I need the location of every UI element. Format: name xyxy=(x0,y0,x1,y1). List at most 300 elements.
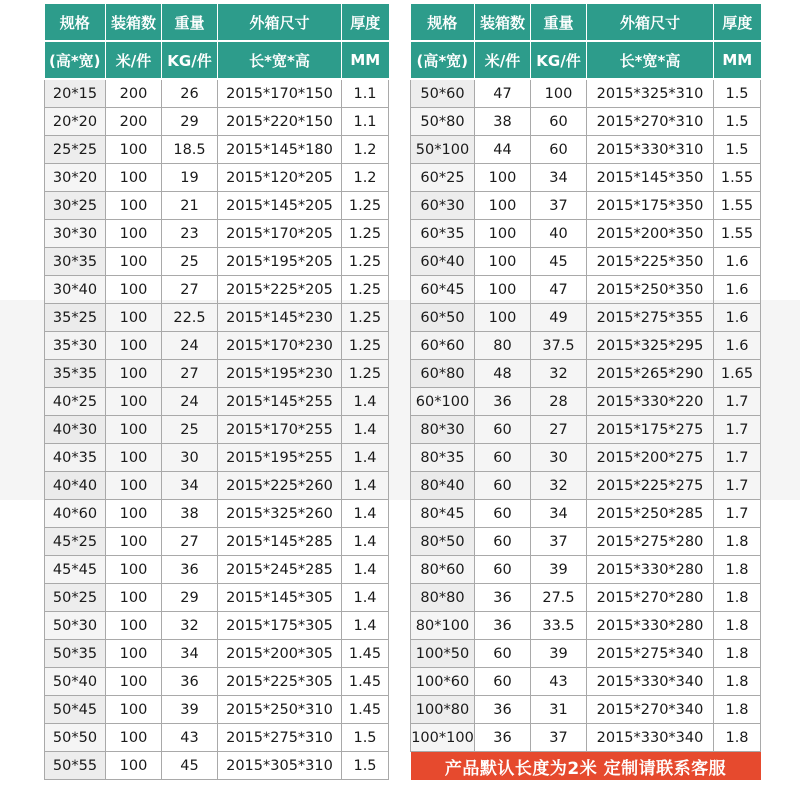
table-row xyxy=(411,248,761,276)
cell-pack-count: 36 xyxy=(475,388,531,416)
cell-weight: 43 xyxy=(162,724,218,752)
cell-box-size: 2015*245*285 xyxy=(218,556,342,584)
cell-box-size: 2015*145*205 xyxy=(218,192,342,220)
cell-thickness: 1.25 xyxy=(342,276,389,304)
cell-box-size: 2015*275*355 xyxy=(587,304,714,332)
cell-thickness: 1.25 xyxy=(342,304,389,332)
cell-pack-count: 36 xyxy=(475,696,531,724)
cell-box-size: 2015*145*305 xyxy=(218,584,342,612)
cell-box-size: 2015*195*255 xyxy=(218,444,342,472)
cell-thickness: 1.5 xyxy=(714,79,761,108)
cell-spec: 80*60 xyxy=(411,556,475,584)
cell-spec: 20*20 xyxy=(45,108,106,136)
cell-box-size: 2015*225*305 xyxy=(218,668,342,696)
spec-table-left xyxy=(44,4,389,780)
header-box-size: 外箱尺寸 xyxy=(218,4,342,41)
table-row xyxy=(45,612,389,640)
cell-spec: 30*20 xyxy=(45,164,106,192)
cell-pack-count: 200 xyxy=(106,108,162,136)
cell-weight: 100 xyxy=(531,79,587,108)
footer-note: 产品默认长度为2米 定制请联系客服 xyxy=(411,752,761,781)
header-row-units xyxy=(45,41,389,79)
cell-thickness: 1.45 xyxy=(342,668,389,696)
cell-thickness: 1.2 xyxy=(342,136,389,164)
cell-thickness: 1.8 xyxy=(714,612,761,640)
cell-box-size: 2015*330*220 xyxy=(587,388,714,416)
cell-weight: 22.5 xyxy=(162,304,218,332)
cell-thickness: 1.4 xyxy=(342,612,389,640)
header-thickness-unit: MM xyxy=(342,41,389,79)
cell-thickness: 1.7 xyxy=(714,472,761,500)
table-row xyxy=(45,79,389,108)
cell-pack-count: 47 xyxy=(475,79,531,108)
table-row xyxy=(45,696,389,724)
cell-thickness: 1.1 xyxy=(342,108,389,136)
cell-box-size: 2015*325*260 xyxy=(218,500,342,528)
cell-weight: 40 xyxy=(531,220,587,248)
cell-spec: 50*40 xyxy=(45,668,106,696)
cell-spec: 30*30 xyxy=(45,220,106,248)
cell-spec: 100*80 xyxy=(411,696,475,724)
table-row xyxy=(45,276,389,304)
header-weight: 重量 xyxy=(162,4,218,41)
cell-box-size: 2015*330*280 xyxy=(587,556,714,584)
cell-box-size: 2015*145*285 xyxy=(218,528,342,556)
cell-spec: 20*15 xyxy=(45,79,106,108)
cell-box-size: 2015*270*280 xyxy=(587,584,714,612)
cell-box-size: 2015*120*205 xyxy=(218,164,342,192)
cell-spec: 25*25 xyxy=(45,136,106,164)
cell-box-size: 2015*225*205 xyxy=(218,276,342,304)
cell-box-size: 2015*250*285 xyxy=(587,500,714,528)
cell-pack-count: 100 xyxy=(106,500,162,528)
cell-thickness: 1.5 xyxy=(714,136,761,164)
cell-pack-count: 60 xyxy=(475,416,531,444)
cell-spec: 60*45 xyxy=(411,276,475,304)
cell-spec: 50*35 xyxy=(45,640,106,668)
cell-pack-count: 100 xyxy=(475,164,531,192)
cell-box-size: 2015*225*350 xyxy=(587,248,714,276)
cell-weight: 29 xyxy=(162,584,218,612)
table-row xyxy=(411,136,761,164)
cell-spec: 40*40 xyxy=(45,472,106,500)
cell-thickness: 1.4 xyxy=(342,584,389,612)
cell-thickness: 1.4 xyxy=(342,388,389,416)
table-row xyxy=(411,612,761,640)
cell-box-size: 2015*195*205 xyxy=(218,248,342,276)
header-pack-count-unit: 米/件 xyxy=(475,41,531,79)
cell-weight: 27 xyxy=(162,528,218,556)
table-row xyxy=(411,444,761,472)
header-row-units xyxy=(411,41,761,79)
cell-pack-count: 38 xyxy=(475,108,531,136)
cell-pack-count: 100 xyxy=(106,220,162,248)
cell-box-size: 2015*195*230 xyxy=(218,360,342,388)
cell-box-size: 2015*330*340 xyxy=(587,724,714,752)
cell-weight: 34 xyxy=(531,164,587,192)
table-row xyxy=(411,304,761,332)
cell-box-size: 2015*275*310 xyxy=(218,724,342,752)
cell-weight: 34 xyxy=(162,472,218,500)
cell-thickness: 1.7 xyxy=(714,500,761,528)
cell-weight: 45 xyxy=(162,752,218,780)
cell-pack-count: 60 xyxy=(475,444,531,472)
cell-pack-count: 100 xyxy=(106,136,162,164)
cell-thickness: 1.7 xyxy=(714,444,761,472)
table-header xyxy=(45,4,389,79)
cell-spec: 50*100 xyxy=(411,136,475,164)
cell-weight: 36 xyxy=(162,556,218,584)
cell-spec: 60*80 xyxy=(411,360,475,388)
cell-weight: 37 xyxy=(531,528,587,556)
cell-weight: 29 xyxy=(162,108,218,136)
cell-spec: 50*45 xyxy=(45,696,106,724)
cell-weight: 34 xyxy=(162,640,218,668)
cell-spec: 35*35 xyxy=(45,360,106,388)
cell-box-size: 2015*225*275 xyxy=(587,472,714,500)
cell-spec: 50*50 xyxy=(45,724,106,752)
cell-thickness: 1.25 xyxy=(342,248,389,276)
table-row xyxy=(45,416,389,444)
cell-weight: 25 xyxy=(162,416,218,444)
header-pack-count: 装箱数 xyxy=(475,4,531,41)
header-thickness-unit: MM xyxy=(714,41,761,79)
table-row xyxy=(45,108,389,136)
cell-thickness: 1.65 xyxy=(714,360,761,388)
table-row xyxy=(45,584,389,612)
cell-pack-count: 100 xyxy=(475,192,531,220)
cell-pack-count: 100 xyxy=(106,248,162,276)
cell-box-size: 2015*145*255 xyxy=(218,388,342,416)
header-spec-unit: (高*宽) xyxy=(411,41,475,79)
cell-weight: 37 xyxy=(531,192,587,220)
cell-weight: 43 xyxy=(531,668,587,696)
table-header xyxy=(411,4,761,79)
cell-box-size: 2015*175*350 xyxy=(587,192,714,220)
table-row xyxy=(411,164,761,192)
cell-spec: 30*40 xyxy=(45,276,106,304)
cell-box-size: 2015*175*305 xyxy=(218,612,342,640)
cell-pack-count: 100 xyxy=(106,668,162,696)
cell-pack-count: 100 xyxy=(106,528,162,556)
table-row xyxy=(45,724,389,752)
cell-thickness: 1.5 xyxy=(342,752,389,780)
cell-spec: 40*30 xyxy=(45,416,106,444)
table-row xyxy=(411,500,761,528)
cell-spec: 60*35 xyxy=(411,220,475,248)
header-box-size: 外箱尺寸 xyxy=(587,4,714,41)
cell-thickness: 1.4 xyxy=(342,416,389,444)
table-row xyxy=(45,192,389,220)
cell-thickness: 1.5 xyxy=(342,724,389,752)
cell-weight: 37 xyxy=(531,724,587,752)
cell-pack-count: 100 xyxy=(106,696,162,724)
table-row xyxy=(411,79,761,108)
header-row-top xyxy=(45,4,389,41)
cell-pack-count: 100 xyxy=(475,276,531,304)
cell-pack-count: 60 xyxy=(475,500,531,528)
cell-pack-count: 100 xyxy=(106,332,162,360)
table-row xyxy=(45,556,389,584)
cell-weight: 23 xyxy=(162,220,218,248)
cell-thickness: 1.4 xyxy=(342,444,389,472)
cell-box-size: 2015*170*205 xyxy=(218,220,342,248)
cell-weight: 19 xyxy=(162,164,218,192)
cell-thickness: 1.2 xyxy=(342,164,389,192)
table-row xyxy=(45,248,389,276)
cell-pack-count: 200 xyxy=(106,79,162,108)
cell-pack-count: 36 xyxy=(475,612,531,640)
cell-weight: 24 xyxy=(162,388,218,416)
cell-spec: 100*100 xyxy=(411,724,475,752)
cell-spec: 40*60 xyxy=(45,500,106,528)
header-row-top xyxy=(411,4,761,41)
cell-spec: 80*100 xyxy=(411,612,475,640)
cell-thickness: 1.6 xyxy=(714,248,761,276)
cell-weight: 37.5 xyxy=(531,332,587,360)
cell-spec: 60*60 xyxy=(411,332,475,360)
cell-thickness: 1.7 xyxy=(714,416,761,444)
cell-spec: 45*25 xyxy=(45,528,106,556)
cell-thickness: 1.55 xyxy=(714,192,761,220)
cell-spec: 60*30 xyxy=(411,192,475,220)
spec-table-right xyxy=(410,4,761,780)
cell-pack-count: 36 xyxy=(475,724,531,752)
cell-weight: 39 xyxy=(162,696,218,724)
cell-spec: 60*50 xyxy=(411,304,475,332)
cell-box-size: 2015*330*310 xyxy=(587,136,714,164)
header-pack-count-unit: 米/件 xyxy=(106,41,162,79)
cell-weight: 36 xyxy=(162,668,218,696)
cell-pack-count: 60 xyxy=(475,528,531,556)
header-pack-count: 装箱数 xyxy=(106,4,162,41)
cell-pack-count: 60 xyxy=(475,668,531,696)
cell-thickness: 1.8 xyxy=(714,528,761,556)
cell-spec: 50*25 xyxy=(45,584,106,612)
cell-weight: 32 xyxy=(531,472,587,500)
cell-box-size: 2015*225*260 xyxy=(218,472,342,500)
cell-box-size: 2015*220*150 xyxy=(218,108,342,136)
table-row xyxy=(411,192,761,220)
cell-weight: 28 xyxy=(531,388,587,416)
cell-spec: 30*25 xyxy=(45,192,106,220)
cell-box-size: 2015*145*350 xyxy=(587,164,714,192)
cell-thickness: 1.8 xyxy=(714,584,761,612)
table-row xyxy=(45,444,389,472)
header-box-size-unit: 长*宽*高 xyxy=(587,41,714,79)
table-row xyxy=(411,696,761,724)
cell-spec: 50*30 xyxy=(45,612,106,640)
table-row xyxy=(411,472,761,500)
header-weight-unit: KG/件 xyxy=(162,41,218,79)
cell-thickness: 1.25 xyxy=(342,332,389,360)
cell-thickness: 1.4 xyxy=(342,500,389,528)
cell-thickness: 1.8 xyxy=(714,724,761,752)
cell-spec: 80*30 xyxy=(411,416,475,444)
cell-box-size: 2015*270*310 xyxy=(587,108,714,136)
cell-box-size: 2015*275*340 xyxy=(587,640,714,668)
cell-weight: 27 xyxy=(531,416,587,444)
cell-pack-count: 100 xyxy=(106,192,162,220)
cell-spec: 50*55 xyxy=(45,752,106,780)
cell-weight: 33.5 xyxy=(531,612,587,640)
table-body-left xyxy=(45,79,389,780)
cell-weight: 47 xyxy=(531,276,587,304)
cell-thickness: 1.4 xyxy=(342,528,389,556)
table-row xyxy=(45,752,389,780)
header-thickness: 厚度 xyxy=(342,4,389,41)
cell-weight: 25 xyxy=(162,248,218,276)
cell-thickness: 1.8 xyxy=(714,696,761,724)
cell-pack-count: 100 xyxy=(106,416,162,444)
cell-box-size: 2015*145*230 xyxy=(218,304,342,332)
table-row xyxy=(411,276,761,304)
header-thickness: 厚度 xyxy=(714,4,761,41)
cell-pack-count: 60 xyxy=(475,556,531,584)
cell-pack-count: 100 xyxy=(106,752,162,780)
table-row xyxy=(411,360,761,388)
cell-box-size: 2015*170*150 xyxy=(218,79,342,108)
cell-spec: 35*30 xyxy=(45,332,106,360)
cell-weight: 60 xyxy=(531,108,587,136)
cell-spec: 80*35 xyxy=(411,444,475,472)
cell-pack-count: 100 xyxy=(106,556,162,584)
cell-spec: 80*40 xyxy=(411,472,475,500)
table-row xyxy=(411,416,761,444)
cell-box-size: 2015*200*305 xyxy=(218,640,342,668)
header-spec-unit: (高*宽) xyxy=(45,41,106,79)
cell-spec: 100*60 xyxy=(411,668,475,696)
cell-weight: 49 xyxy=(531,304,587,332)
table-row xyxy=(411,640,761,668)
cell-box-size: 2015*270*340 xyxy=(587,696,714,724)
table-row xyxy=(45,360,389,388)
cell-box-size: 2015*170*255 xyxy=(218,416,342,444)
cell-thickness: 1.1 xyxy=(342,79,389,108)
cell-weight: 27.5 xyxy=(531,584,587,612)
cell-pack-count: 100 xyxy=(106,304,162,332)
cell-box-size: 2015*305*310 xyxy=(218,752,342,780)
cell-pack-count: 100 xyxy=(106,640,162,668)
cell-box-size: 2015*330*340 xyxy=(587,668,714,696)
table-row xyxy=(45,668,389,696)
cell-spec: 80*80 xyxy=(411,584,475,612)
cell-thickness: 1.8 xyxy=(714,556,761,584)
cell-pack-count: 100 xyxy=(106,724,162,752)
cell-spec: 30*35 xyxy=(45,248,106,276)
cell-pack-count: 100 xyxy=(475,304,531,332)
cell-weight: 32 xyxy=(531,360,587,388)
cell-spec: 45*45 xyxy=(45,556,106,584)
table-row xyxy=(411,584,761,612)
cell-spec: 40*35 xyxy=(45,444,106,472)
table-row xyxy=(45,304,389,332)
cell-pack-count: 100 xyxy=(106,612,162,640)
cell-box-size: 2015*170*230 xyxy=(218,332,342,360)
cell-weight: 30 xyxy=(162,444,218,472)
table-row xyxy=(45,388,389,416)
table-row xyxy=(411,108,761,136)
header-spec: 规格 xyxy=(45,4,106,41)
cell-box-size: 2015*145*180 xyxy=(218,136,342,164)
cell-box-size: 2015*175*275 xyxy=(587,416,714,444)
cell-box-size: 2015*200*275 xyxy=(587,444,714,472)
cell-pack-count: 60 xyxy=(475,472,531,500)
cell-box-size: 2015*330*280 xyxy=(587,612,714,640)
cell-box-size: 2015*275*280 xyxy=(587,528,714,556)
cell-thickness: 1.55 xyxy=(714,164,761,192)
cell-pack-count: 80 xyxy=(475,332,531,360)
cell-spec: 80*50 xyxy=(411,528,475,556)
table-row xyxy=(45,164,389,192)
cell-spec: 100*50 xyxy=(411,640,475,668)
header-weight-unit: KG/件 xyxy=(531,41,587,79)
cell-weight: 32 xyxy=(162,612,218,640)
cell-spec: 35*25 xyxy=(45,304,106,332)
cell-pack-count: 44 xyxy=(475,136,531,164)
cell-box-size: 2015*250*350 xyxy=(587,276,714,304)
cell-pack-count: 100 xyxy=(106,584,162,612)
cell-thickness: 1.6 xyxy=(714,332,761,360)
footer-note-row xyxy=(411,752,761,781)
cell-thickness: 1.6 xyxy=(714,304,761,332)
cell-spec: 50*60 xyxy=(411,79,475,108)
cell-pack-count: 100 xyxy=(106,360,162,388)
cell-spec: 60*25 xyxy=(411,164,475,192)
cell-pack-count: 100 xyxy=(106,164,162,192)
table-row xyxy=(411,724,761,752)
cell-weight: 60 xyxy=(531,136,587,164)
cell-weight: 34 xyxy=(531,500,587,528)
cell-weight: 39 xyxy=(531,640,587,668)
cell-weight: 39 xyxy=(531,556,587,584)
cell-thickness: 1.4 xyxy=(342,556,389,584)
table-row xyxy=(45,332,389,360)
cell-weight: 45 xyxy=(531,248,587,276)
table-row xyxy=(45,472,389,500)
table-row xyxy=(45,220,389,248)
cell-spec: 60*100 xyxy=(411,388,475,416)
cell-spec: 60*40 xyxy=(411,248,475,276)
cell-thickness: 1.4 xyxy=(342,472,389,500)
cell-thickness: 1.7 xyxy=(714,388,761,416)
cell-thickness: 1.5 xyxy=(714,108,761,136)
cell-weight: 26 xyxy=(162,79,218,108)
cell-box-size: 2015*325*310 xyxy=(587,79,714,108)
cell-pack-count: 100 xyxy=(106,472,162,500)
table-row xyxy=(411,220,761,248)
cell-thickness: 1.8 xyxy=(714,640,761,668)
cell-pack-count: 36 xyxy=(475,584,531,612)
table-row xyxy=(411,388,761,416)
table-row xyxy=(45,136,389,164)
cell-pack-count: 100 xyxy=(106,388,162,416)
cell-weight: 18.5 xyxy=(162,136,218,164)
cell-thickness: 1.25 xyxy=(342,220,389,248)
cell-pack-count: 100 xyxy=(475,220,531,248)
cell-weight: 30 xyxy=(531,444,587,472)
cell-thickness: 1.45 xyxy=(342,640,389,668)
cell-thickness: 1.25 xyxy=(342,360,389,388)
cell-pack-count: 100 xyxy=(106,276,162,304)
cell-pack-count: 48 xyxy=(475,360,531,388)
cell-weight: 21 xyxy=(162,192,218,220)
cell-weight: 31 xyxy=(531,696,587,724)
cell-spec: 80*45 xyxy=(411,500,475,528)
cell-pack-count: 100 xyxy=(106,444,162,472)
cell-weight: 38 xyxy=(162,500,218,528)
cell-weight: 24 xyxy=(162,332,218,360)
